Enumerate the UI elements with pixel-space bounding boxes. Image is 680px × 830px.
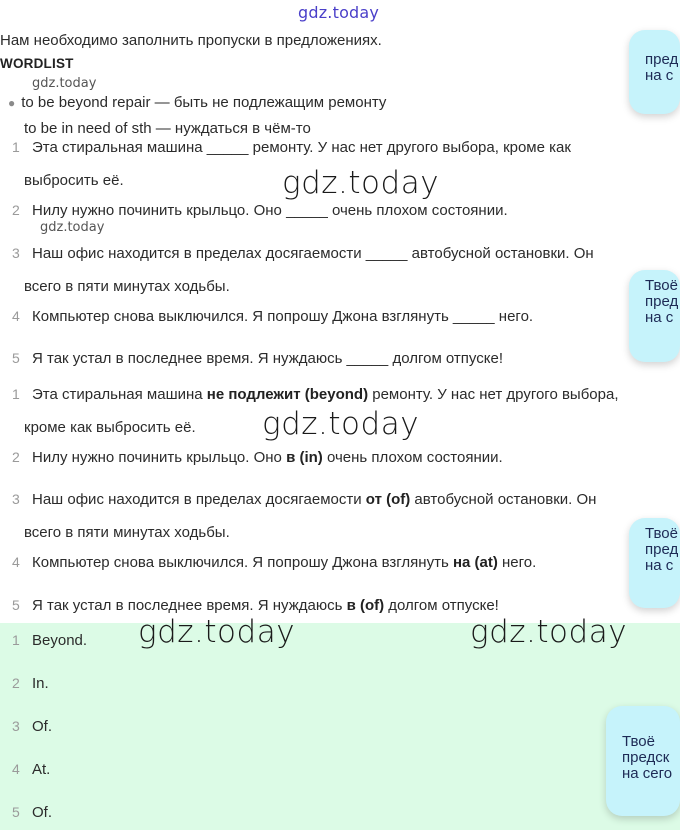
item-number: 2 bbox=[12, 675, 20, 691]
watermark: gdz.today bbox=[262, 406, 420, 442]
answer-text: Of. bbox=[32, 718, 53, 735]
item-text-cont: кроме как выбросить её. bbox=[24, 419, 196, 436]
wordlist-item-cut bbox=[24, 118, 311, 137]
task-item-3 bbox=[12, 237, 662, 303]
answer-item-4 bbox=[12, 753, 662, 786]
intro-text: Нам необходимо заполнить пропуски в предложениях. bbox=[0, 32, 382, 49]
wordlist-title: WORDLIST bbox=[0, 56, 74, 71]
item-text: Я так устал в последнее время. Я нуждаюсь bbox=[32, 597, 347, 614]
item-text: Компьютер снова выключился. Я попрошу Джона взглянуть _____ него. bbox=[32, 308, 534, 325]
answer-highlight: в (in) bbox=[286, 449, 323, 466]
answer-text: In. bbox=[32, 675, 49, 692]
item-text-cont: всего в пяти минутах ходьбы. bbox=[24, 278, 230, 295]
task-item-4 bbox=[12, 300, 662, 333]
answer-item-3 bbox=[12, 710, 662, 743]
item-number: 5 bbox=[12, 597, 20, 613]
answer-highlight: не подлежит (beyond) bbox=[206, 386, 369, 403]
ad-text: на с bbox=[645, 309, 674, 326]
item-number: 2 bbox=[12, 202, 20, 218]
watermark: gdz.today bbox=[138, 614, 296, 650]
item-text: него. bbox=[497, 554, 537, 571]
ad-text: предск bbox=[622, 749, 670, 766]
watermark: gdz.today bbox=[40, 220, 105, 235]
item-text: Эта стиральная машина bbox=[32, 386, 207, 403]
item-number: 4 bbox=[12, 554, 20, 570]
item-number: 4 bbox=[12, 761, 20, 777]
item-number: 3 bbox=[12, 718, 20, 734]
answer-highlight: от (of) bbox=[365, 491, 411, 508]
item-number: 3 bbox=[12, 491, 20, 507]
wordlist-item-text: to be beyond repair — быть не подлежащим ремонту bbox=[21, 94, 387, 111]
item-number: 1 bbox=[12, 139, 20, 155]
ad-text: пред bbox=[645, 541, 679, 558]
task-item-2 bbox=[12, 194, 662, 227]
top-watermark: gdz.today bbox=[298, 3, 380, 22]
ad-bubble[interactable] bbox=[629, 270, 680, 362]
item-text: Наш офис находится в пределах досягаемости _____ автобусной остановки. Он bbox=[32, 245, 594, 262]
watermark: gdz.today bbox=[282, 165, 440, 201]
answer-highlight: в (of) bbox=[346, 597, 385, 614]
wordlist-item-cut-text: to be in need of sth — нуждаться в чём-то bbox=[24, 120, 311, 137]
watermark: gdz.today bbox=[470, 614, 628, 650]
item-number: 3 bbox=[12, 245, 20, 261]
answer-text: Beyond. bbox=[32, 632, 88, 649]
wordlist-item bbox=[8, 94, 386, 111]
bullet-icon: ● bbox=[8, 96, 16, 110]
solution-item-3 bbox=[12, 483, 662, 549]
item-text: очень плохом состоянии. bbox=[322, 449, 503, 466]
item-text: долгом отпуске! bbox=[384, 597, 499, 614]
ad-text: на с bbox=[645, 557, 674, 574]
item-number: 2 bbox=[12, 449, 20, 465]
ad-text: Твоё bbox=[645, 277, 678, 294]
item-number: 1 bbox=[12, 632, 20, 648]
ad-text: Твоё bbox=[645, 525, 678, 542]
item-text-cont: всего в пяти минутах ходьбы. bbox=[24, 524, 230, 541]
item-text: Эта стиральная машина _____ ремонту. У нас нет другого выбора, кроме как bbox=[32, 139, 571, 156]
ad-bubble[interactable] bbox=[629, 30, 680, 114]
answer-text: Of. bbox=[32, 804, 53, 821]
ad-bubble[interactable] bbox=[606, 706, 680, 816]
item-text: ремонту. У нас нет другого выбора, bbox=[368, 386, 619, 403]
answer-item-5 bbox=[12, 796, 662, 829]
item-number: 4 bbox=[12, 308, 20, 324]
item-text: Компьютер снова выключился. Я попрошу Джона взглянуть bbox=[32, 554, 453, 571]
ad-text: Твоё bbox=[622, 733, 655, 750]
item-number: 5 bbox=[12, 804, 20, 820]
answer-highlight: на (at) bbox=[452, 554, 498, 571]
ad-bubble[interactable] bbox=[629, 518, 680, 608]
item-text-cont: выбросить её. bbox=[24, 172, 124, 189]
answer-item-2 bbox=[12, 667, 662, 700]
answer-text: At. bbox=[32, 761, 51, 778]
solution-item-2 bbox=[12, 441, 662, 474]
item-text: автобусной остановки. Он bbox=[410, 491, 597, 508]
item-number: 5 bbox=[12, 350, 20, 366]
item-number: 1 bbox=[12, 386, 20, 402]
task-item-5 bbox=[12, 342, 662, 375]
item-text: Наш офис находится в пределах досягаемости bbox=[32, 491, 366, 508]
ad-text: пред bbox=[645, 51, 679, 68]
ad-text: на с bbox=[645, 67, 674, 84]
solution-item-4 bbox=[12, 546, 662, 579]
answer-item-1 bbox=[12, 624, 662, 657]
ad-text: пред bbox=[645, 293, 679, 310]
item-text: Нилу нужно починить крыльцо. Оно bbox=[32, 449, 287, 466]
ad-text: на сего bbox=[622, 765, 673, 782]
item-text: Нилу нужно починить крыльцо. Оно _____ очень плохом состоянии. bbox=[32, 202, 508, 219]
wordlist-watermark: gdz.today bbox=[32, 76, 97, 91]
item-text: Я так устал в последнее время. Я нуждаюсь _____ долгом отпуске! bbox=[32, 350, 503, 367]
